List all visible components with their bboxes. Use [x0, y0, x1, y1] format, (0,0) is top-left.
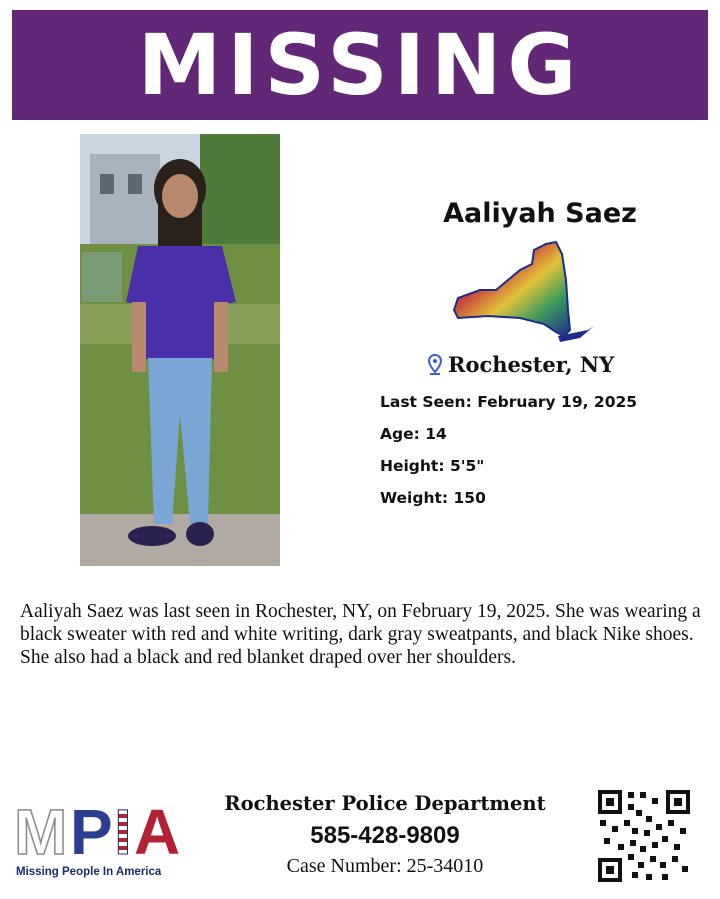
detail-height	[380, 454, 637, 486]
mpia-logo-mark	[14, 798, 194, 864]
phone-number: 585-428-9809	[310, 822, 460, 849]
mpia-logo	[14, 798, 194, 884]
person-details	[380, 390, 637, 518]
detail-label: Age:	[380, 425, 420, 443]
detail-value: February 19, 2025	[477, 393, 638, 411]
contact-info	[200, 788, 570, 880]
detail-label: Last Seen:	[380, 393, 472, 411]
detail-value: 5'5"	[449, 457, 485, 475]
svg-text:I: I	[114, 798, 132, 864]
department-name: Rochester Police Department	[224, 792, 546, 815]
description-text: Aaliyah Saez was last seen in Rochester, NY, on February 19, 2025. She was wearing a black sweater with red and white writing, dark gray sweatpants, and black Nike shoes. She also had a black and red blanket draped over her shoulders.	[20, 601, 701, 668]
banner-title: MISSING	[137, 16, 583, 114]
detail-value: 150	[453, 489, 486, 507]
map-pin-icon	[428, 354, 442, 376]
location	[428, 352, 614, 377]
logo-tagline: Missing People In America	[16, 866, 162, 878]
detail-label: Weight:	[380, 489, 449, 507]
detail-weight	[380, 486, 637, 518]
detail-value: 14	[425, 425, 447, 443]
case-number: Case Number: 25-34010	[286, 855, 484, 877]
qr-code-icon[interactable]	[596, 788, 692, 884]
svg-text:A: A	[134, 798, 181, 864]
detail-last-seen	[380, 390, 637, 422]
person-name: Aaliyah Saez	[443, 198, 637, 229]
svg-text:P: P	[70, 798, 113, 864]
detail-age	[380, 422, 637, 454]
new-york-state-map	[448, 240, 596, 350]
missing-banner	[12, 10, 708, 120]
location-text: Rochester, NY	[448, 352, 615, 377]
detail-label: Height:	[380, 457, 445, 475]
svg-text:M: M	[14, 798, 68, 864]
person-photo	[80, 134, 280, 566]
